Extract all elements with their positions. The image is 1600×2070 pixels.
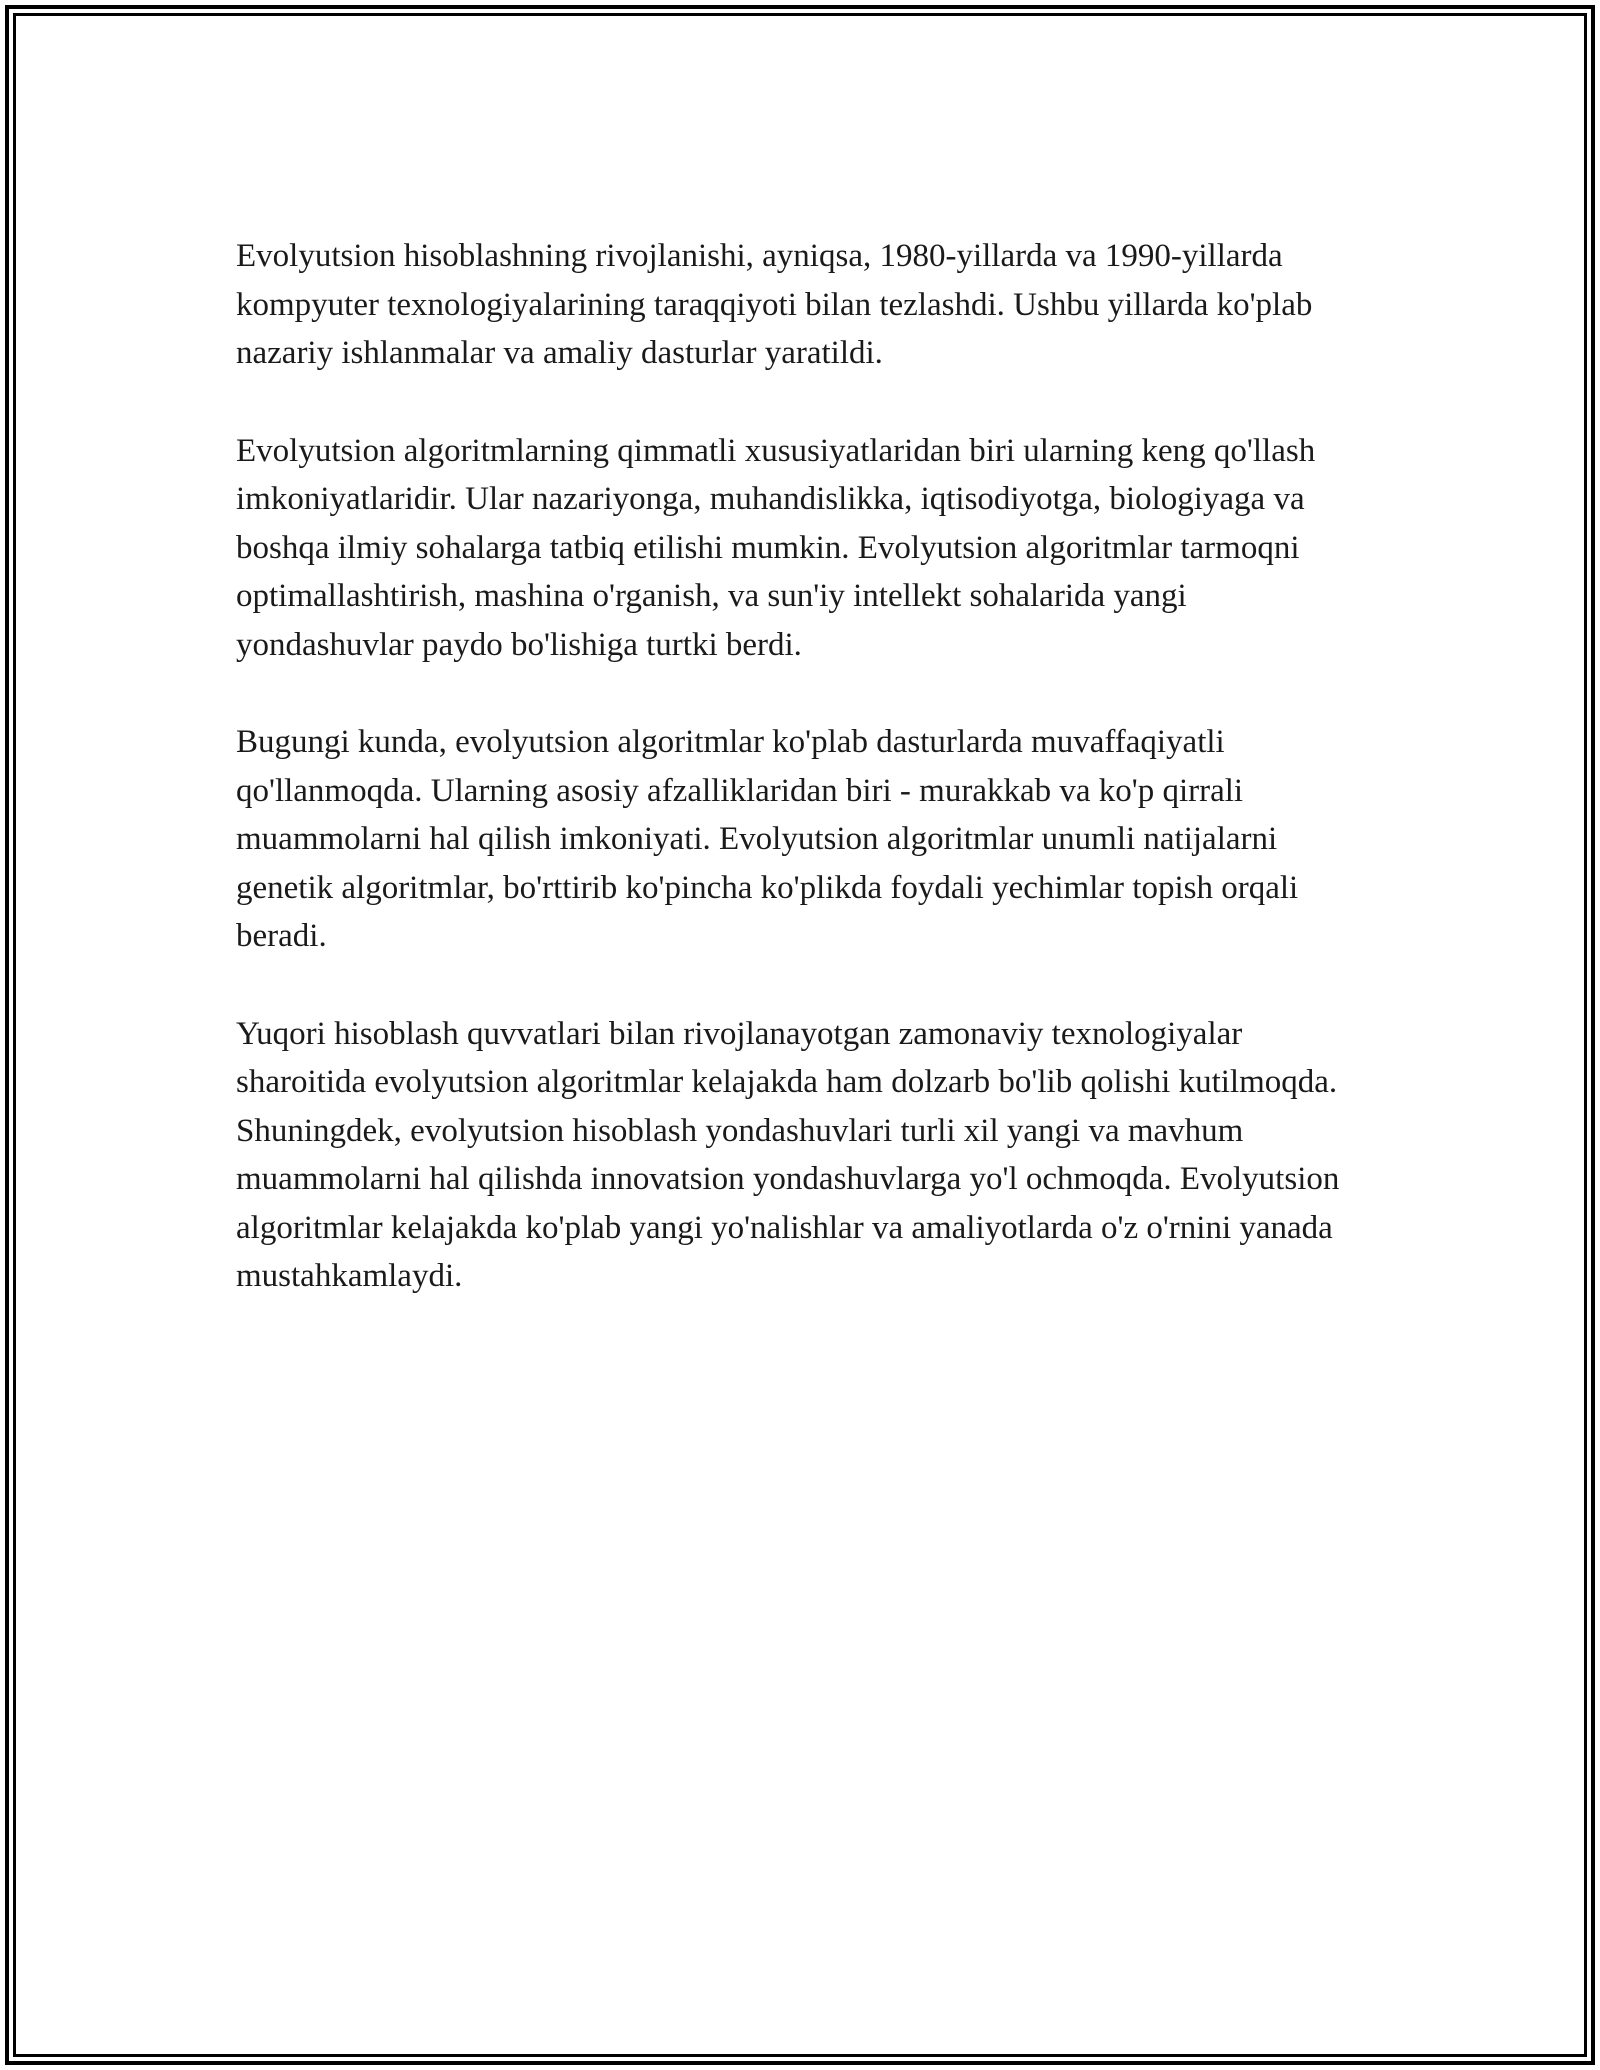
paragraph-1: Evolyutsion hisoblashning rivojlanishi, ayniqsa, 1980-yillarda va 1990-yillarda kompyuter texnologiyalarining taraqqiyoti bilan tezlashdi. Ushbu yillarda ko'plab nazariy ishlanmalar va amaliy dasturlar yaratildi. <box>236 238 1313 371</box>
paragraph-3: Bugungi kunda, evolyutsion algoritmlar ko'plab dasturlarda muvaffaqiyatli qo'llanmoqda. Ularning asosiy afzalliklaridan biri - murakkab va ko'p qirrali muammolarni hal qilish imkoniyati. Evolyutsion algoritmlar unumli natijalarni genetik algoritmlar, bo'rttirib ko'pincha ko'plikda foydali yechimlar topish orqali beradi. <box>236 724 1299 954</box>
document-body <box>236 232 1366 1350</box>
paragraph-4: Yuqori hisoblash quvvatlari bilan rivojlanayotgan zamonaviy texnologiyalar sharoitida evolyutsion algoritmlar kelajakda ham dolzarb bo'lib qolishi kutilmoqda. Shuningdek, evolyutsion hisoblash yondashuvlari turli xil yangi va mavhum muammolarni hal qilishda innovatsion yondashuvlarga yo'l ochmoqda. Evolyutsion algoritmlar kelajakda ko'plab yangi yo'nalishlar va amaliyotlarda o'z o'rnini yanada mustahkamlaydi. <box>236 1015 1340 1294</box>
paragraph-2: Evolyutsion algoritmlarning qimmatli xususiyatlaridan biri ularning keng qo'llash imkoniyatlaridir. Ular nazariyonga, muhandislikka, iqtisodiyotga, biologiyaga va boshqa ilmiy sohalarga tatbiq etilishi mumkin. Evolyutsion algoritmlar tarmoqni optimallashtirish, mashina o'rganish, va sun'iy intellekt sohalarida yangi yondashuvlar paydo bo'lishiga turtki berdi. <box>236 432 1316 663</box>
